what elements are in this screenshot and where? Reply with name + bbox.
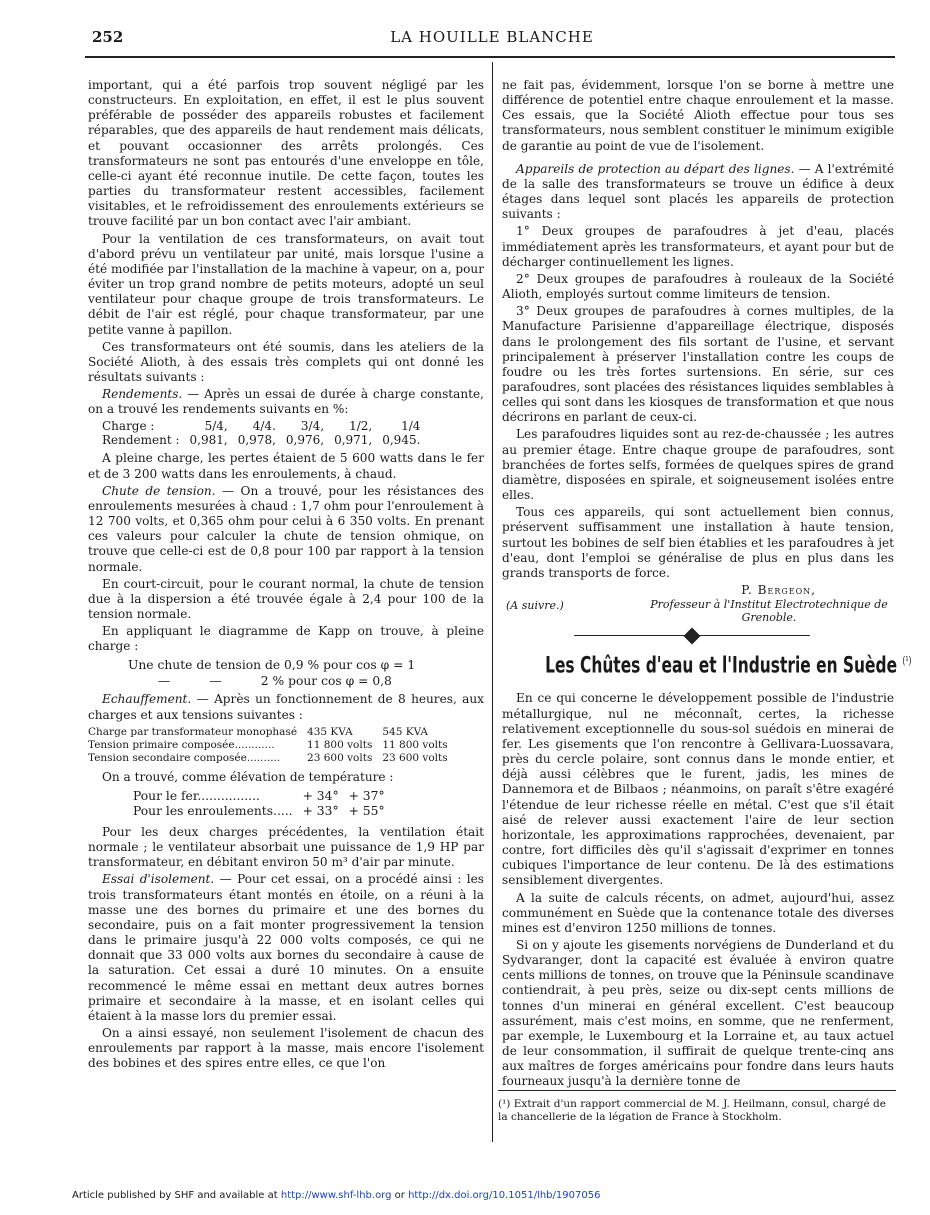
run-in-heading: Appareils de protection au départ des lignes. bbox=[516, 161, 795, 176]
paragraph: En ce qui concerne le développement possible de l'industrie métallurgique, nul ne méconnaît, certes, la richesse relativement exceptionnelle du sous-sol suédois en minerai de fer. Les gisements que l'on rencontre à Gellivara-Luossavara, près du cercle polaire, sont connus dans le monde entier, et déjà aussi célèbres que le furent, jadis, les mines de Dannemora et de Bilbaos ; néanmoins, on paraît s'être exagéré l'étendue de leur richesse réelle en métal. C'est que s'il était aisé de relever aussi exactement l'aire de leur section horizontale, les approximations rapprochées, devenaient, par contre, fort difficiles dès qu'il s'agissait d'exprimer en tonnes cubiques l'importance de leur contenu. De là des estimations sensiblement divergentes. bbox=[502, 691, 894, 888]
list-item: 3° Deux groupes de parafoudres à cornes multiples, de la Manufacture Parisienne d'appareillage électrique, disposés dans le prolongement des fils sortant de l'usine, et servant principalement à préserver l'installation contre les coups de foudre ou les très fortes surtensions. En série, sur ces parafoudres, sont placées des résistances liquides semblables à celles qui sont dans les kiosques de transformation et que nous décrirons en parlant de ceux-ci. bbox=[502, 304, 894, 425]
journal-title: LA HOUILLE BLANCHE bbox=[390, 28, 594, 46]
run-in-heading: Chute de tension. bbox=[102, 483, 216, 498]
paragraph: En appliquant le diagramme de Kapp on trouve, à pleine charge : bbox=[88, 624, 484, 654]
list-item: 1° Deux groupes de parafoudres à jet d'eau, placés immédiatement après les transformateurs, et ayant pour but de décharger continuellement les lignes. bbox=[502, 224, 894, 269]
formula-line: — — 2 % pour cos φ = 0,8 bbox=[158, 674, 392, 689]
isolement-paragraph: Essai d'isolement. — Pour cet essai, on a procédé ainsi : les trois transformateurs étant montés en étoile, on a réuni à la masse une des bornes du primaire et une des bornes du secondaire, puis on a fait monter progressivement la tension dans le primaire jusqu'à 22 000 volts composés, ce qui ne donnait que 33 000 volts aux bornes du secondaire à cause de la saturation. Cet essai a duré 10 minutes. On a ensuite recommencé le même essai en mettant deux autres bornes primaire et secondaire à la masse, et en isolant celles qui étaient à la masse lors du premier essai. bbox=[88, 872, 484, 1023]
table-cell: Rendement : bbox=[102, 433, 180, 448]
paragraph: Ces transformateurs ont été soumis, dans les ateliers de la Société Alioth, à des essais très complets qui ont donné les résultats suivants : bbox=[88, 339, 484, 384]
table-row: Pour le fer................ + 34° + 37° bbox=[133, 788, 385, 803]
table-row: Tension primaire composée............ 11 800 volts 11 800 volts bbox=[88, 738, 448, 751]
table-row: Pour les enroulements..... + 33° + 55° bbox=[133, 803, 385, 818]
list-item: 2° Deux groupes de parafoudres à rouleaux de la Société Alioth, employés surtout comme limiteurs de tension. bbox=[502, 271, 894, 302]
run-in-heading: Essai d'isolement. bbox=[102, 872, 215, 887]
rendements-paragraph: Rendements. — Après un essai de durée à charge constante, on a trouvé les rendements suivants en %: bbox=[88, 387, 484, 417]
paragraph: Les parafoudres liquides sont au rez-de-chaussée ; les autres au premier étage. Entre chaque groupe de parafoudres, sont branchées de fortes selfs, formées de quelques spires de grand diamètre, disposées en spirale, et soigneusement isolées entre elles. bbox=[502, 427, 894, 503]
column-divider bbox=[492, 62, 493, 1142]
author-title: Professeur à l'Institut Electrotechnique de Grenoble. bbox=[650, 598, 888, 624]
table-row: Tension secondaire composée.......... 23 600 volts 23 600 volts bbox=[88, 751, 448, 764]
paragraph: A pleine charge, les pertes étaient de 5 600 watts dans le fer et de 3 200 watts dans les enroulements, à chaud. bbox=[88, 451, 484, 481]
footnote-rule bbox=[498, 1090, 896, 1091]
article-title: Les Chûtes d'eau et l'Industrie en Suède $^{(^1)}$ bbox=[545, 653, 912, 679]
paragraph: Si on y ajoute les gisements norvégiens de Dunderland et du Sydvaranger, dont la capacité est évaluée à environ quatre cents millions de tonnes, on trouve que la Péninsule scandinave contiendrait, à peu près, seize ou dix-sept cents millions de tonnes d'un minerai en général excellent. C'est beaucoup assurément, mais c'est moins, en somme, que ne renferment, par exemple, le Luxembourg et la Lorraine et, au taux actuel de leur consommation, il suffirait de quelque trente-cinq ans aux maîtres de forges américains pour fondre dans leurs hauts fourneaux jusqu'à la dernière tonne de bbox=[502, 937, 894, 1089]
page-footer: Article published by SHF and available at http://www.shf-lhb.org or http://dx.doi.org/10.1051/lhb/1907056 bbox=[72, 1190, 601, 1201]
paragraph: On a ainsi essayé, non seulement l'isolement de chacun des enroulements par rapport à la masse, mais encore l'isolement des bobines et des spires entre elles, ce que l'on bbox=[88, 1025, 484, 1071]
echauffement-paragraph: Echauffement. — Après un fonctionnement de 8 heures, aux charges et aux tensions suivantes : bbox=[88, 692, 484, 722]
paragraph: important, qui a été parfois trop souvent négligé par les constructeurs. En exploitation, en effet, il est le plus souvent préférable de posséder des appareils robustes et facilement réparables, que des appareils de haut rendement mais délicats, et pouvant occasionner des arrêts prolongés. Ces transformateurs ne sont pas entourés d'une enveloppe en tôle, celle-ci ayant été reconnue inutile. De cette façon, toutes les parties du transformateur restent accessibles, facilement visitables, et le refroidissement des enroulements extérieurs se trouve facilité par un bon contact avec l'air ambiant. bbox=[88, 78, 484, 229]
chute-paragraph: Chute de tension. — On a trouvé, pour les résistances des enroulements mesurées à chaud : 1,7 ohm pour l'enroulement à 12 700 volts, et 0,365 ohm pour celui à 6 350 volts. En prenant ces valeurs pour calculer la chute de tension ohmique, on trouve que celle-ci est de 0,8 pour 100 par rapport à la tension normale. bbox=[88, 483, 484, 574]
table-row: Charge : 5/4, 4/4. 3/4, 1/2, 1/4 bbox=[88, 419, 425, 433]
paragraph: Pour les deux charges précédentes, la ventilation était normale ; le ventilateur absorbait une puissance de 1,9 HP par transformateur, en débitant environ 50 m³ d'air par minute. bbox=[88, 824, 484, 870]
paragraph: A la suite de calculs récents, on admet, aujourd'hui, assez communément en Suède que la contenance totale des diverses mines est d'environ 1250 millions de tonnes. bbox=[502, 890, 894, 935]
paragraph: Pour la ventilation de ces transformateurs, on avait tout d'abord prévu un ventilateur par unité, mais lorsque l'usine a été modifiée par l'installation de la machine à vapeur, on a, pour éviter un trop grand nombre de petits moteurs, adopté un seul ventilateur pour chaque groupe de trois transformateurs. Le débit de l'air est réglé, pour chaque transformateur, par une petite vanne à papillon. bbox=[88, 231, 484, 337]
page-number: 252 bbox=[92, 28, 124, 46]
protection-paragraph: Appareils de protection au départ des lignes. — A l'extrémité de la salle des transformateurs se trouve un édifice à deux étages dans lequel sont placés les appareils de protection suivants : bbox=[502, 161, 894, 222]
footnote: (¹) Extrait d'un rapport commercial de M. J. Heilmann, consul, chargé de la chancellerie de la légation de France à Stockholm. bbox=[498, 1098, 886, 1123]
temperature-table bbox=[128, 789, 390, 819]
kapp-formulas bbox=[88, 657, 484, 689]
footnote-marker: (¹) bbox=[902, 654, 912, 667]
right-column bbox=[502, 78, 912, 1092]
table-row: Rendement : 0,981, 0,978, 0,976, 0,971, 0,945. bbox=[88, 433, 425, 447]
doi-link[interactable]: http://dx.doi.org/10.1051/lhb/1907056 bbox=[408, 1190, 601, 1201]
table-row: Charge par transformateur monophasé 435 KVA 545 KVA bbox=[88, 725, 429, 738]
section-ornament bbox=[502, 629, 894, 643]
ornament-diamond bbox=[684, 628, 701, 645]
paragraph: En court-circuit, pour le courant normal, la chute de tension due à la dispersion a été trouvée égale à 2,4 pour 100 de la tension normale. bbox=[88, 576, 484, 621]
signature-block bbox=[502, 583, 894, 627]
to-be-continued: (A suivre.) bbox=[506, 599, 564, 612]
left-column bbox=[88, 78, 484, 1073]
formula-line: Une chute de tension de 0,9 % pour cos φ = 1 bbox=[128, 658, 416, 673]
page-header bbox=[92, 28, 892, 50]
paragraph: Tous ces appareils, qui sont actuellement bien connus, préservent suffisamment une installation à haute tension, surtout les bobines de self bien établies et les parafoudres à jet d'eau, dont l'emploi se généralise de plus en plus dans les grands transports de force. bbox=[502, 505, 894, 580]
table-cell: Charge : bbox=[102, 419, 155, 434]
rendements-table bbox=[88, 419, 425, 447]
heating-table bbox=[88, 726, 453, 765]
paragraph: ne fait pas, évidemment, lorsque l'on se borne à mettre une différence de potentiel entre chaque enroulement et la masse. Ces essais, que la Société Alioth effectue pour tous ses transformateurs, nous semblent constituer le minimum exigible de garantie au point de vue de l'isolement. bbox=[502, 78, 894, 153]
author-name: P. Bergeon, bbox=[741, 583, 816, 597]
paragraph: On a trouvé, comme élévation de température : bbox=[102, 769, 394, 784]
header-rule bbox=[85, 56, 895, 58]
run-in-heading: Rendements. bbox=[102, 387, 183, 402]
shf-link[interactable]: http://www.shf-lhb.org bbox=[280, 1190, 392, 1201]
run-in-heading: Echauffement. bbox=[102, 692, 192, 707]
